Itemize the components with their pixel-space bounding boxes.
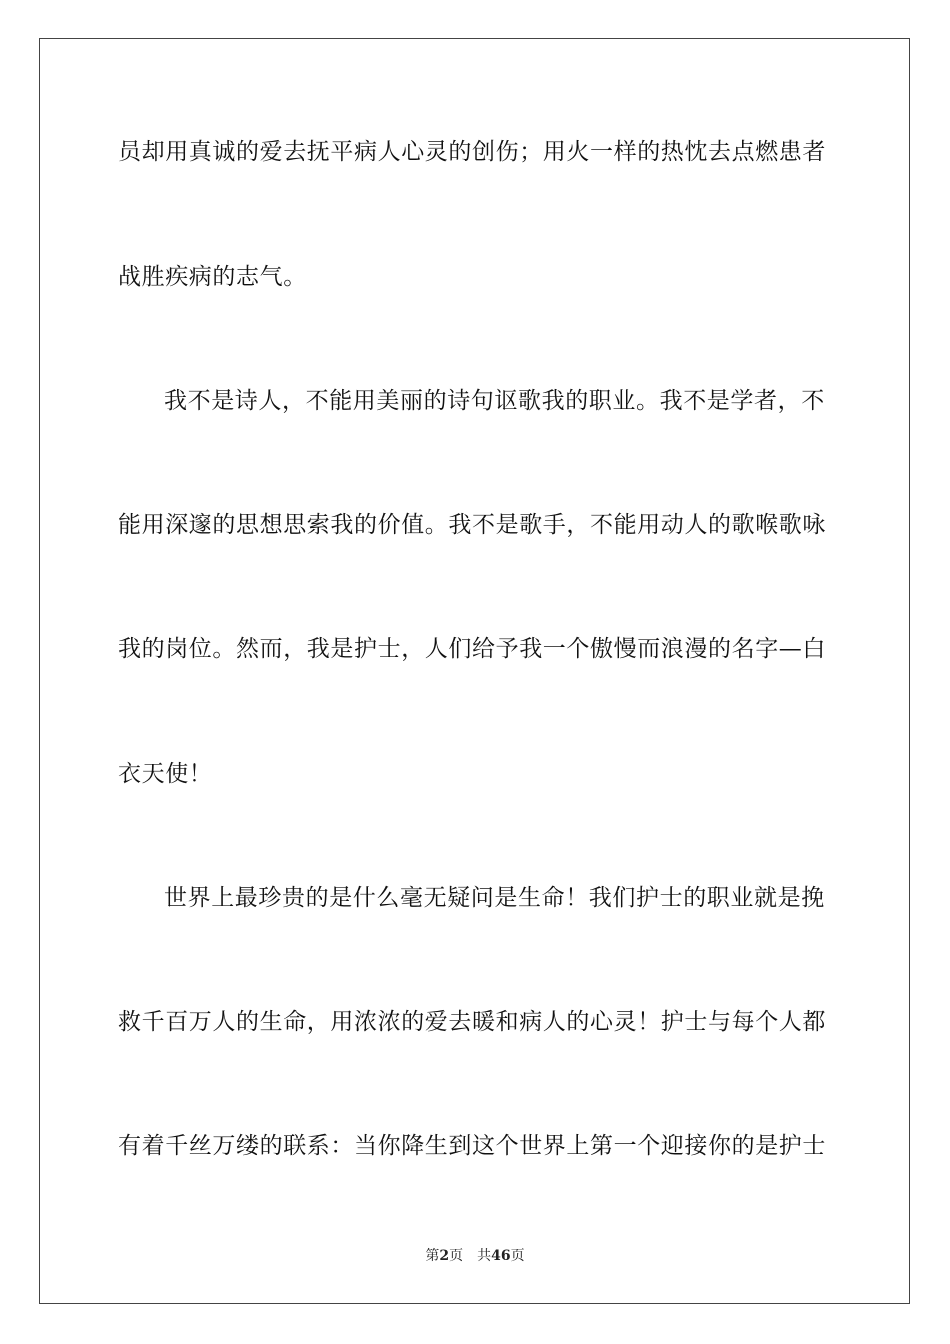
text-line-2: 战胜疾病的志气。: [118, 264, 307, 290]
footer-page-current: 2: [439, 1248, 450, 1264]
page-footer: [0, 1246, 950, 1266]
footer-total-prefix: 共: [477, 1248, 492, 1264]
text-line-7: 世界上最珍贵的是什么毫无疑问是生命！我们护士的职业就是挽: [164, 885, 825, 911]
text-line-5: 我的岗位。然而，我是护士，人们给予我一个傲慢而浪漫的名字—白: [118, 636, 826, 662]
footer-page-suffix: 页: [449, 1248, 464, 1264]
text-line-6: 衣天使！: [118, 761, 213, 787]
text-line-3: 我不是诗人，不能用美丽的诗句讴歌我的职业。我不是学者，不: [164, 388, 825, 414]
text-line-9: 有着千丝万缕的联系：当你降生到这个世界上第一个迎接你的是护士: [118, 1133, 826, 1159]
footer-total-suffix: 页: [510, 1248, 525, 1264]
text-line-8: 救千百万人的生命，用浓浓的爱去暖和病人的心灵！护士与每个人都: [118, 1009, 826, 1035]
footer-page-prefix: 第: [425, 1248, 440, 1264]
footer-page-total: 46: [491, 1248, 511, 1264]
page-frame: [39, 38, 910, 1304]
text-line-1: 员却用真诚的爱去抚平病人心灵的创伤；用火一样的热忱去点燃患者: [118, 139, 826, 165]
text-line-4: 能用深邃的思想思索我的价值。我不是歌手，不能用动人的歌喉歌咏: [118, 512, 826, 538]
